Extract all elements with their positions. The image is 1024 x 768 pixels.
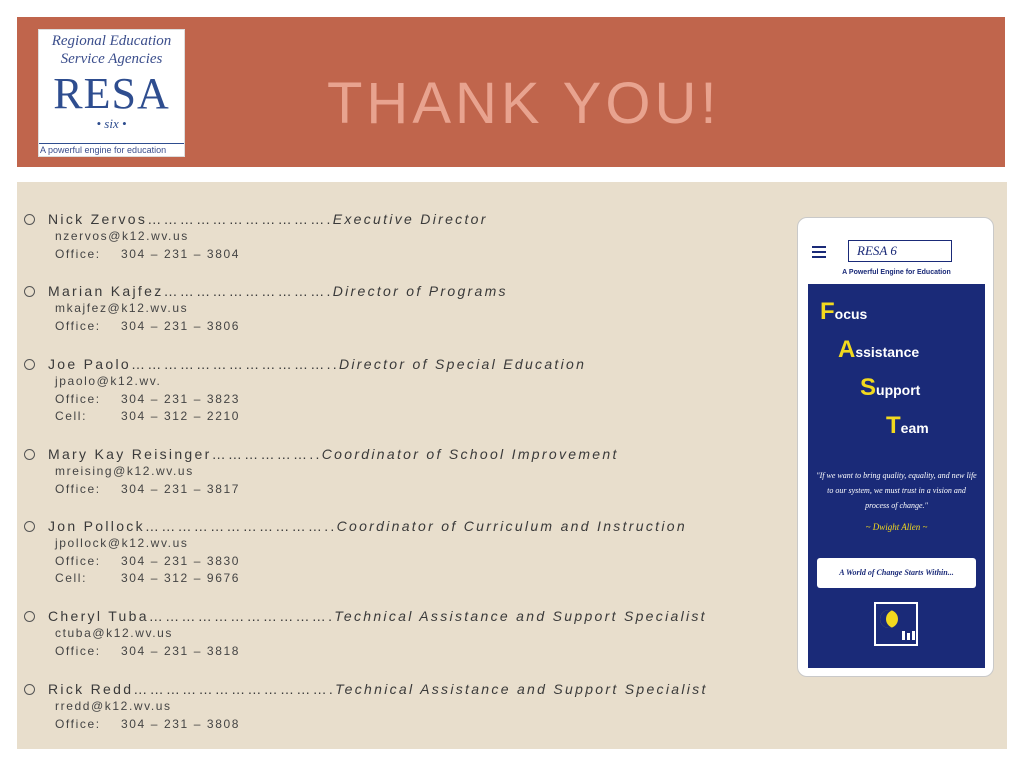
fast-rest-f: ocus bbox=[834, 306, 868, 322]
contact-heading bbox=[24, 282, 508, 300]
fast-rest-s: upport bbox=[876, 382, 921, 398]
logo-line2: Service Agencies bbox=[60, 51, 163, 67]
contact-dots: …………………………. bbox=[163, 283, 333, 299]
contact-role: Coordinator of School Improvement bbox=[321, 446, 619, 462]
phone-label: Office: bbox=[55, 318, 101, 333]
contact-dots: ……………………………….. bbox=[130, 356, 339, 372]
circle-bullet-icon bbox=[24, 684, 35, 695]
contact-entry bbox=[24, 517, 687, 588]
contact-role: Coordinator of Curriculum and Instruction bbox=[336, 518, 687, 534]
phone-number: 304 – 231 – 3804 bbox=[121, 246, 241, 261]
phone-number: 304 – 312 – 9676 bbox=[121, 571, 241, 585]
contact-phone-line bbox=[55, 318, 508, 336]
contact-name: Nick Zervos bbox=[48, 211, 148, 227]
contact-entry bbox=[24, 210, 488, 263]
phone-number: 304 – 231 – 3806 bbox=[121, 318, 241, 333]
contact-dots: ………………………………. bbox=[133, 681, 336, 697]
phone-mockup bbox=[797, 217, 994, 677]
circle-bullet-icon bbox=[24, 611, 35, 622]
logo-name: RESA bbox=[53, 69, 170, 118]
contact-name: Rick Redd bbox=[48, 681, 134, 697]
contact-email[interactable]: mreising@k12.wv.us bbox=[55, 464, 194, 478]
contact-heading bbox=[24, 607, 707, 625]
contact-dots: …………………………….. bbox=[144, 518, 337, 534]
contact-dots: ……………………………. bbox=[147, 211, 333, 227]
contact-dots: ……………………………. bbox=[148, 608, 335, 624]
circle-bullet-icon bbox=[24, 521, 35, 532]
fast-initial-t: T bbox=[886, 412, 901, 439]
contact-phone-line bbox=[55, 553, 687, 571]
contact-email[interactable]: nzervos@k12.wv.us bbox=[55, 229, 189, 243]
fast-initial-f: F bbox=[820, 298, 835, 325]
phone-number: 304 – 231 – 3823 bbox=[121, 391, 241, 406]
contact-heading bbox=[24, 680, 708, 698]
contact-name: Marian Kajfez bbox=[48, 283, 164, 299]
fast-focus bbox=[820, 298, 867, 326]
contact-email[interactable]: jpaolo@k12.wv. bbox=[55, 374, 162, 388]
hamburger-menu-icon[interactable] bbox=[812, 246, 826, 258]
phone-label: Office: bbox=[55, 716, 101, 731]
phone-label: Office: bbox=[55, 643, 101, 658]
circle-bullet-icon bbox=[24, 214, 35, 225]
phone-screen bbox=[808, 228, 985, 668]
contact-entry bbox=[24, 355, 586, 426]
circle-bullet-icon bbox=[24, 359, 35, 370]
fast-initial-s: S bbox=[860, 374, 877, 401]
contact-role: Technical Assistance and Support Specialist bbox=[334, 608, 707, 624]
logo-six: • six • bbox=[96, 116, 127, 131]
contact-name: Jon Pollock bbox=[48, 518, 145, 534]
contact-phone-line bbox=[55, 481, 619, 499]
phone-label: Office: bbox=[55, 553, 101, 568]
fast-rest-a: ssistance bbox=[855, 344, 920, 360]
contact-phone-line bbox=[55, 643, 707, 661]
contact-role: Executive Director bbox=[332, 211, 488, 227]
phone-quote: "If we want to bring quality, equality, and new life to our system, we must trust in a vision and process of change." bbox=[816, 471, 977, 510]
phone-resa-badge: RESA 6 bbox=[848, 240, 952, 262]
contact-phone-line bbox=[55, 408, 586, 426]
contact-heading bbox=[24, 355, 586, 373]
contact-name: Cheryl Tuba bbox=[48, 608, 149, 624]
phone-label: Office: bbox=[55, 391, 101, 406]
phone-number: 304 – 231 – 3808 bbox=[121, 716, 241, 731]
phone-number: 304 – 231 – 3818 bbox=[121, 643, 241, 658]
moon-seal-icon bbox=[874, 602, 918, 646]
contact-role: Director of Programs bbox=[332, 283, 508, 299]
phone-label: Office: bbox=[55, 246, 101, 261]
logo-tagline: A powerful engine for education bbox=[39, 143, 184, 156]
phone-label: Cell: bbox=[55, 571, 88, 585]
contact-phone-line bbox=[55, 570, 687, 588]
contact-heading bbox=[24, 445, 619, 463]
contact-dots: ……………….. bbox=[211, 446, 322, 462]
phone-number: 304 – 231 – 3830 bbox=[121, 553, 241, 568]
contact-entry bbox=[24, 607, 707, 660]
contact-heading bbox=[24, 210, 488, 228]
contact-entry bbox=[24, 282, 508, 335]
page-title: THANK YOU! bbox=[327, 71, 721, 136]
contact-phone-line bbox=[55, 716, 708, 734]
contact-phone-line bbox=[55, 391, 586, 409]
contact-name: Joe Paolo bbox=[48, 356, 131, 372]
contact-entry bbox=[24, 445, 619, 498]
resa-logo bbox=[38, 29, 185, 157]
phone-label: Cell: bbox=[55, 409, 88, 423]
fast-initial-a: A bbox=[838, 336, 856, 363]
contact-role: Director of Special Education bbox=[338, 356, 587, 372]
fast-team bbox=[886, 412, 929, 440]
phone-quote-author: ~ Dwight Allen ~ bbox=[865, 522, 928, 532]
contact-heading bbox=[24, 517, 687, 535]
contact-email[interactable]: rredd@k12.wv.us bbox=[55, 699, 172, 713]
contact-email[interactable]: mkajfez@k12.wv.us bbox=[55, 301, 189, 315]
logo-line1: Regional Education bbox=[51, 33, 172, 49]
contact-email[interactable]: ctuba@k12.wv.us bbox=[55, 626, 174, 640]
phone-number: 304 – 231 – 3817 bbox=[121, 481, 241, 496]
circle-bullet-icon bbox=[24, 286, 35, 297]
contact-role: Technical Assistance and Support Specialist bbox=[335, 681, 708, 697]
phone-banner[interactable]: A World of Change Starts Within... bbox=[817, 558, 976, 588]
phone-number: 304 – 312 – 2210 bbox=[121, 409, 241, 423]
fast-support bbox=[860, 374, 920, 402]
phone-label: Office: bbox=[55, 481, 101, 496]
contact-phone-line bbox=[55, 246, 488, 264]
phone-topbar bbox=[808, 228, 985, 284]
contact-name: Mary Kay Reisinger bbox=[48, 446, 212, 462]
contact-entry bbox=[24, 680, 708, 733]
phone-tagline: A Powerful Engine for Education bbox=[842, 269, 951, 276]
circle-bullet-icon bbox=[24, 449, 35, 460]
contact-email[interactable]: jpollock@k12.wv.us bbox=[55, 536, 189, 550]
header-bar bbox=[17, 17, 1005, 167]
fast-rest-t: eam bbox=[900, 420, 929, 436]
fast-assistance bbox=[838, 336, 919, 364]
